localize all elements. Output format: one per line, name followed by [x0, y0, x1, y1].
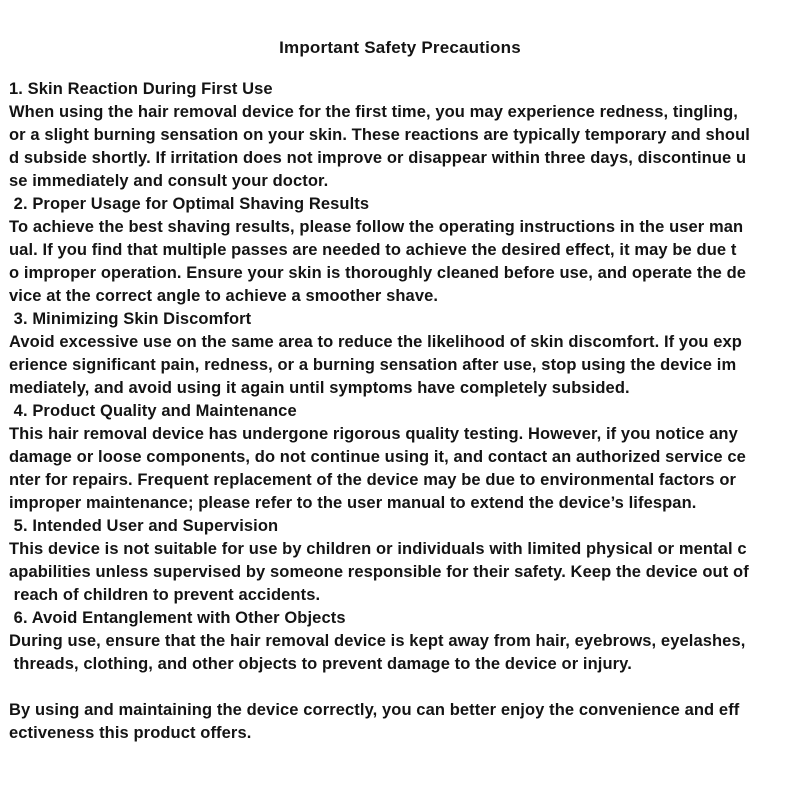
document-body	[9, 78, 796, 745]
text-line	[9, 676, 796, 699]
document-title: Important Safety Precautions	[279, 38, 521, 57]
text-line: 6. Avoid Entanglement with Other Objects	[9, 609, 346, 627]
text-line: 4. Product Quality and Maintenance	[9, 402, 297, 420]
text-line: ectiveness this product offers.	[9, 724, 252, 742]
text-line: se immediately and consult your doctor.	[9, 172, 329, 190]
text-line: ual. If you find that multiple passes are needed to achieve the desired effect, it may be due t	[9, 241, 737, 259]
text-line: erience significant pain, redness, or a burning sensation after use, stop using the device im	[9, 356, 737, 374]
text-line: To achieve the best shaving results, please follow the operating instructions in the user man	[9, 218, 744, 236]
text-line: 3. Minimizing Skin Discomfort	[9, 310, 252, 328]
text-line: 1. Skin Reaction During First Use	[9, 80, 273, 98]
text-line: By using and maintaining the device correctly, you can better enjoy the convenience and eff	[9, 701, 740, 719]
text-line: nter for repairs. Frequent replacement of the device may be due to environmental factors or	[9, 471, 737, 489]
text-line: mediately, and avoid using it again until symptoms have completely subsided.	[9, 379, 630, 397]
text-line: apabilities unless supervised by someone responsible for their safety. Keep the device out of	[9, 563, 749, 581]
text-line: reach of children to prevent accidents.	[9, 586, 321, 604]
text-line: improper maintenance; please refer to the user manual to extend the device’s lifespan.	[9, 494, 697, 512]
text-line: threads, clothing, and other objects to prevent damage to the device or injury.	[9, 655, 632, 673]
text-line: This hair removal device has undergone rigorous quality testing. However, if you notice any	[9, 425, 738, 443]
text-line: When using the hair removal device for the first time, you may experience redness, tingling,	[9, 103, 738, 121]
text-line: damage or loose components, do not continue using it, and contact an authorized service ce	[9, 448, 746, 466]
text-line: vice at the correct angle to achieve a smoother shave.	[9, 287, 439, 305]
text-line: d subside shortly. If irritation does not improve or disappear within three days, discontinue u	[9, 149, 747, 167]
text-line: 2. Proper Usage for Optimal Shaving Results	[9, 195, 370, 213]
text-line: During use, ensure that the hair removal device is kept away from hair, eyebrows, eyelashes,	[9, 632, 746, 650]
text-line: o improper operation. Ensure your skin is thoroughly cleaned before use, and operate the de	[9, 264, 747, 282]
text-line: Avoid excessive use on the same area to reduce the likelihood of skin discomfort. If you exp	[9, 333, 742, 351]
text-line: This device is not suitable for use by children or individuals with limited physical or mental c	[9, 540, 747, 558]
text-line: 5. Intended User and Supervision	[9, 517, 279, 535]
text-line: or a slight burning sensation on your skin. These reactions are typically temporary and shoul	[9, 126, 750, 144]
